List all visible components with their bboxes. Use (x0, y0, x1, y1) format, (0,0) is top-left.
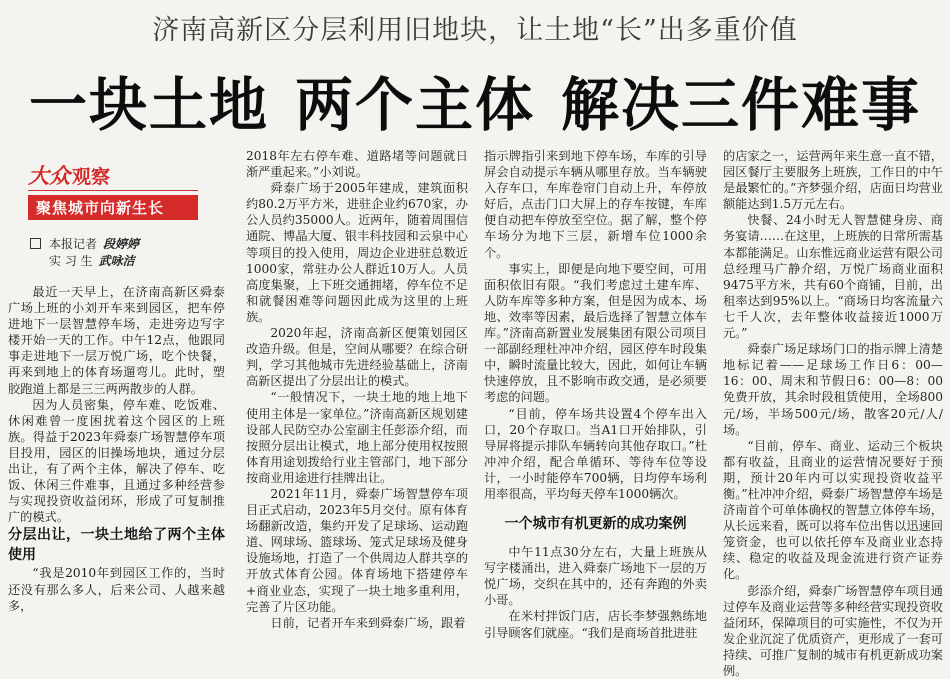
paragraph: 事实上，即便是向地下要空间，可用面积依旧有限。“我们考虑过土建车库、人防车库等多种方案，但是因为成本、场地、效率等因素，最后选择了智慧立体车库。”济南高新置业发展集团有限公司项目一部副经理杜冲冲介绍，园区停车时段集中，瞬时流量比较大，因此，如何让车辆快速停放，且不影响市政交通，是必须要考虑的问题。 (484, 261, 707, 405)
subtitle: 济南高新区分层利用旧地块，让土地“长”出多重价值 (152, 15, 798, 46)
headline-part-3: 解决三件难事 (561, 71, 922, 139)
paragraph: 的店家之一，运营两年来生意一直不错，园区餐厅主要服务上班族，工作日的中午是最繁忙的。”齐梦强介绍，店面日均营业额能达到1.5万元左右。 (723, 149, 943, 212)
paragraph: “我是2010年到园区工作的，当时还没有那么多人，后来公司、人越来越多， (8, 566, 225, 613)
paragraph: 日前，记者开车来到舜泰广场，跟着 (270, 615, 466, 630)
paragraph: “目前，停车、商业、运动三个板块都有收益，且商业的运营情况要好于预期，预计20年内可以实现投资收益平衡。”杜冲冲介绍，舜泰广场智慧停车场是济南首个可单体确权的智慧立体停车场，从长远来看，既可以将车位出售以迅速回笼资金，也可以依托停车及商业业态持续、稳定的收益及现金流进行资产证券化。 (723, 438, 943, 582)
headline-part-1: 一块土地 (28, 71, 269, 139)
byline-box-icon (30, 238, 41, 249)
byline (30, 236, 139, 270)
section-heading: 分层出让，一块土地给了两个主体使用 (8, 527, 225, 564)
masthead-logo: 大众 (28, 163, 70, 188)
paragraph: 最近一天早上，在济南高新区舜泰广场上班的小刘开车来到园区，把车停进地下一层智慧停车场，走进旁边写字楼开始一天的工作。中午12点，他跟同事走进地下一层万悦广场，吃个快餐，再来到地上的体育场遛弯儿。此时，塑胶跑道上都是三三两两散步的人群。 (8, 285, 225, 396)
masthead-word: 观察 (72, 165, 111, 188)
paragraph: 舜泰广场足球场门口的指示牌上清楚地标记着——足球场工作日6：00—16：00、周末和节假日6：00—8：00免费开放，其余时段租赁使用，全场800元/场，半场500元/场，散客20元/人/场。 (723, 342, 943, 437)
byline-name-1: 段婷婷 (103, 237, 140, 251)
headline-part-2: 两个主体 (294, 71, 535, 139)
paragraph: 彭添介绍，舜泰广场智慧停车项目通过停车及商业运营等多种经营实现投资收益闭环，保障项目的可实施性，不仅为开发企业沉淀了优质资产，更形成了一套可持续、可推广复制的城市有机更新成功案例。 (723, 583, 943, 678)
column-1 (8, 284, 225, 614)
byline-label-2: 实 习 生 (49, 254, 93, 268)
masthead-bar: 聚焦城市向新生长 (28, 195, 198, 220)
paragraph: 在米村拌饭门店，店长李梦强熟练地引导顾客们就座。“我们是商场首批进驻 (484, 609, 707, 640)
paragraph: 2021年11月，舜泰广场智慧停车项目正式启动，2023年5月交付。原有体育场翻新改造，集约开发了足球场、运动跑道、网球场、篮球场、笼式足球场及健身设施场地，打造了一个供周边人群共享的开放式体育公园。体育场地下搭建停车+商业业态，实现了一块土地多重利用，完善了片区功能。 (246, 486, 468, 614)
byline-label-1: 本报记者 (49, 237, 98, 251)
paragraph: “目前，停车场共设置4个停车出入口，20个存取口。当A1口开始排队，引导屏将提示排队车辆转向其他存取口。”杜冲冲介绍，配合单循环、等待车位等设计，一小时能停车700辆，日均停车场利用率很高，平均每天停车1000辆次。 (484, 406, 707, 501)
headline (0, 58, 950, 142)
paragraph: 因为人员密集，停车难、吃饭难、休闲难曾一度困扰着这个园区的上班族。得益于2023年舜泰广场智慧停车项目投用，园区的旧操场地块，通过分层出让，有了两个主体，解决了停车、吃饭、休闲三件难事，且通过多种经营参与实现投资收益闭环，形成了可复制推广的模式。 (8, 397, 225, 525)
column-masthead (28, 160, 198, 218)
paragraph: 2020年起，济南高新区便策划园区改造升级。但是，空间从哪要？在综合研判，学习其他城市先进经验基础上，济南高新区提出了分层出让的模式。 (246, 326, 468, 389)
paragraph: 舜泰广场于2005年建成，建筑面积约80.2万平方米，进驻企业约670家，办公人员约35000人。近两年，随着周围信通院、博晶大厦、银丰科技园和云泉中心等项目的投入使用，周边企业进驻总数近1000家，常驻办公人群近10万人。人员高度集聚，上下班交通拥堵，停车位不足和就餐困难等问题因此成为这里的上班族。 (246, 181, 468, 324)
byline-name-2: 武咏洁 (98, 254, 135, 268)
paragraph: 指示牌指引来到地下停车场，车库的引导屏会自动提示车辆从哪里存放。当车辆驶入存车口，车库卷帘门自动上升，车停放好后，点击门口大屏上的存车按键，车库便自动把车停放至空位。据了解，整个停车场分为地下三层，新增车位1000余个。 (484, 149, 707, 260)
paragraph: “一般情况下，一块土地的地上地下使用主体是一家单位。”济南高新区规划建设部人民防空办公室副主任彭添介绍，而按照分层出让模式，地上部分使用权按照体育用途划拨给行业主管部门，地下部分按商业用途进行挂牌出让。 (246, 390, 468, 485)
section-heading: 一个城市有机更新的成功案例 (504, 516, 687, 533)
column-2 (246, 148, 468, 631)
paragraph: 2018年左右停车难、道路堵等问题就日渐严重起来。”小刘说。 (246, 149, 468, 180)
column-4 (723, 148, 943, 679)
column-3 (484, 148, 707, 641)
paragraph: 中午11点30分左右，大量上班族从写字楼涌出，进入舜泰广场地下一层的万悦广场，交织在其中的，还有奔跑的外卖小哥。 (484, 545, 707, 608)
paragraph: 快餐、24小时无人智慧健身房、商务宴请……在这里，上班族的日常所需基本都能满足。山东惟远商业运营有限公司总经理马广静介绍，万悦广场商业面积9475平方米，共有60个商铺，目前，出租率达到95%以上。“商场日均客流量六七千人次，去年整体收益接近1000万元。” (723, 213, 943, 341)
